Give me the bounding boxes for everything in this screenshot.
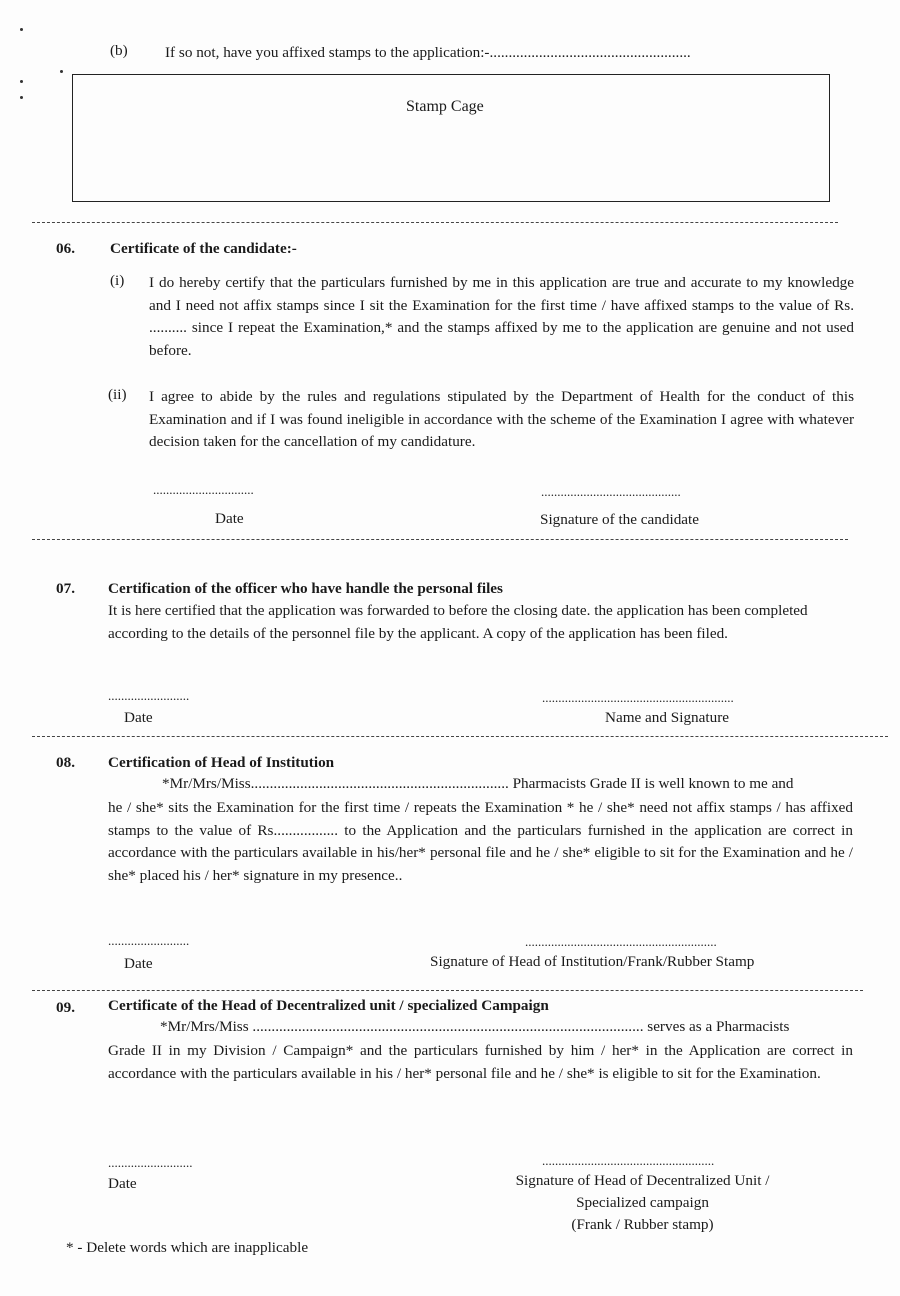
stamp-cage-label: Stamp Cage — [406, 98, 484, 115]
s08-date-label: Date — [124, 955, 153, 972]
scan-speck — [20, 96, 23, 99]
stamp-cage[interactable] — [72, 74, 830, 202]
section-divider — [32, 990, 863, 991]
s06-signature-label: Signature of the candidate — [540, 511, 699, 528]
section-divider — [32, 736, 888, 737]
s08-text-line1: *Mr/Mrs/Miss.................................................................... Pharmacists Grade II is well known to me and — [162, 775, 794, 792]
footnote: * - Delete words which are inapplicable — [66, 1239, 309, 1256]
stamps-question-text: If so not, have you affixed stamps to the application:-.................................................... — [165, 44, 687, 61]
s06-number: 06. — [56, 240, 75, 257]
stamps-question — [165, 44, 691, 62]
s09-text: Grade II in my Division / Campaign* and the particulars furnished by him / her* in the Application are correct in accordance with the particulars available in his / her* personal file and he / she* is eligible to sit for the Examination. — [108, 1042, 853, 1082]
s07-text: It is here certified that the application was forwarded to before the closing date. the application has been completed according to the details of the personnel file by the applicant. A copy of the application has been filed. — [108, 602, 808, 642]
s08-signature-label: Signature of Head of Institution/Frank/Rubber Stamp — [430, 953, 755, 970]
s07-date-line[interactable]: ......................... — [108, 688, 190, 703]
s07-signature-label: Name and Signature — [605, 709, 729, 726]
s06-i-text: I do hereby certify that the particulars furnished by me in this application are true and accurate to my knowledge and I need not affix stamps since I sit the Examination for the first time / have affixed stamps to the value of Rs. .......... since I repeat the Examination,* and the stamps affixed by me to the application are genuine and not used before. — [149, 274, 854, 359]
stamps-label: (b) — [110, 42, 128, 59]
s08-signature-line[interactable]: ........................................................... — [525, 934, 717, 949]
section-divider — [32, 222, 838, 223]
s08-text: he / she* sits the Examination for the first time / repeats the Examination * he / she* need not affix stamps / has affixed stamps to the value of Rs................. to the Application and the particulars furnished in the application are correct in accordance with the particulars available in his/her* personal file and he / she* eligible to sit for the Examination and he / she* placed his / her* signature in my presence.. — [108, 799, 853, 884]
s08-number: 08. — [56, 754, 75, 771]
s09-date-line[interactable]: .......................... — [108, 1155, 193, 1170]
scan-speck — [20, 80, 23, 83]
s06-ii-text: I agree to abide by the rules and regulations stipulated by the Department of Health for the conduct of this Examination and if I was found ineligible in accordance with the scheme of the Examination I agree with whatever decision taken for the cancellation of my candidature. — [149, 388, 854, 450]
s09-signature-label-1: Signature of Head of Decentralized Unit / — [515, 1172, 770, 1189]
section-divider — [32, 539, 848, 540]
s07-date-label: Date — [124, 709, 153, 726]
s09-signature-block — [490, 1170, 795, 1236]
s06-ii-label: (ii) — [108, 386, 127, 403]
s06-signature-line[interactable]: ........................................... — [541, 484, 681, 499]
s06-title: Certificate of the candidate:- — [110, 240, 297, 257]
s06-date-label: Date — [215, 510, 244, 527]
scan-speck — [60, 70, 63, 73]
scan-speck — [20, 28, 23, 31]
s09-text-line1: *Mr/Mrs/Miss ....................................................................................................... serves as a Pharmacists — [160, 1018, 790, 1035]
stamps-question-end: . — [686, 44, 691, 61]
s09-signature-label-3: (Frank / Rubber stamp) — [571, 1216, 714, 1233]
s09-signature-label-2: Specialized campaign — [576, 1194, 709, 1211]
s07-title: Certification of the officer who have handle the personal files — [108, 580, 503, 597]
s08-title: Certification of Head of Institution — [108, 754, 335, 771]
s06-date-line[interactable]: ............................... — [153, 482, 254, 497]
s07-signature-line[interactable]: ........................................................... — [542, 690, 734, 705]
s09-date-label: Date — [108, 1175, 137, 1192]
s09-signature-line[interactable]: ..................................................... — [542, 1153, 715, 1168]
s07-number: 07. — [56, 580, 75, 597]
s08-date-line[interactable]: ......................... — [108, 933, 190, 948]
s09-number: 09. — [56, 999, 75, 1016]
s09-title: Certificate of the Head of Decentralized unit / specialized Campaign — [108, 997, 549, 1014]
s06-i-label: (i) — [110, 272, 125, 289]
